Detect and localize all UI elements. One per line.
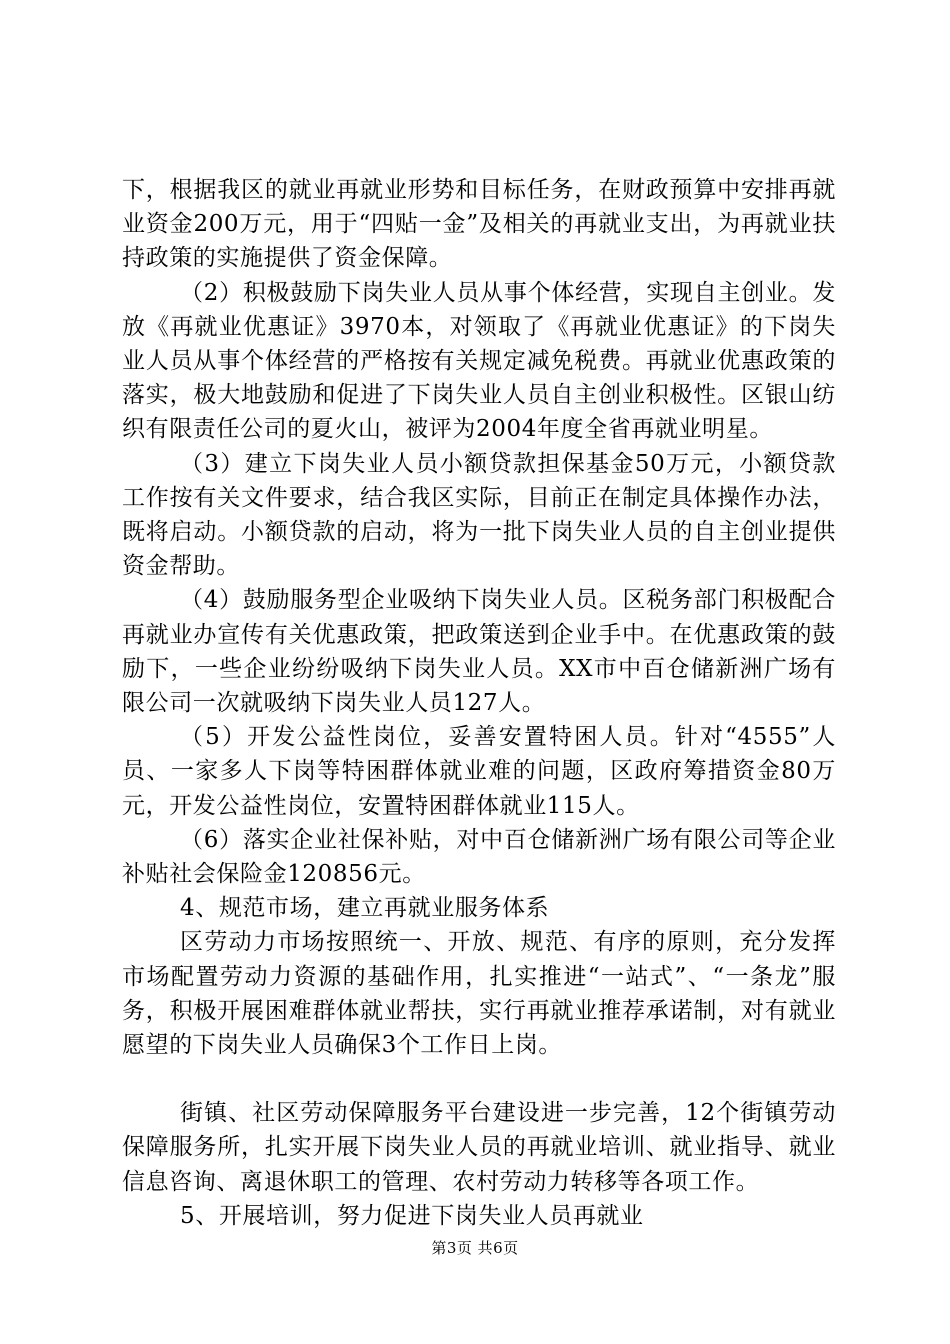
section-heading-market-regulation: 4、规范市场，建立再就业服务体系	[180, 895, 550, 922]
paragraph-service-enterprises: （4）鼓励服务型企业吸纳下岗失业人员。区税务部门积极配合再就业办宣传有关优惠政策，把政策送到企业手中。在优惠政策的鼓励下，一些企业纷纷吸纳下岗失业人员。XX市中百仓储新洲广场有限公司一次就吸纳下岗失业人员127人。	[122, 587, 836, 717]
document-body	[122, 173, 836, 1233]
page-number-footer: 第3页 共6页	[431, 1239, 519, 1257]
paragraph-microloan-fund: （3）建立下岗失业人员小额贷款担保基金50万元，小额贷款工作按有关文件要求，结合我区实际，目前正在制定具体操作办法，既将启动。小额贷款的启动，将为一批下岗失业人员的自主创业提供资金帮助。	[122, 450, 836, 580]
paragraph-fund-continuation: 下，根据我区的就业再就业形势和目标任务，在财政预算中安排再就业资金200万元，用于“四贴一金”及相关的再就业支出，为再就业扶持政策的实施提供了资金保障。	[122, 177, 836, 272]
section-heading-training: 5、开展培训，努力促进下岗失业人员再就业	[180, 1202, 644, 1229]
paragraph-self-employment: （2）积极鼓励下岗失业人员从事个体经营，实现自主创业。发放《再就业优惠证》3970本，对领取了《再就业优惠证》的下岗失业人员从事个体经营的严格按有关规定减免税费。再就业优惠政策的落实，极大地鼓励和促进了下岗失业人员自主创业积极性。区银山纺织有限责任公司的夏火山，被评为2004年度全省再就业明星。	[122, 279, 836, 443]
paragraph-spacer	[122, 1062, 836, 1096]
paragraph-public-welfare-posts: （5）开发公益性岗位，妥善安置特困人员。针对“4555”人员、一家多人下岗等特困群体就业难的问题，区政府筹措资金80万元，开发公益性岗位，安置特困群体就业115人。	[122, 724, 836, 819]
paragraph-labor-market: 区劳动力市场按照统一、开放、规范、有序的原则，充分发挥市场配置劳动力资源的基础作用，扎实推进“一站式”、“一条龙”服务，积极开展困难群体就业帮扶，实行再就业推荐承诺制，对有就业愿望的下岗失业人员确保3个工作日上岗。	[122, 929, 836, 1059]
paragraph-social-security-subsidy: （6）落实企业社保补贴，对中百仓储新洲广场有限公司等企业补贴社会保险金120856元。	[122, 826, 836, 888]
paragraph-community-platform: 街镇、社区劳动保障服务平台建设进一步完善，12个街镇劳动保障服务所，扎实开展下岗失业人员的再就业培训、就业指导、就业信息咨询、离退休职工的管理、农村劳动力转移等各项工作。	[122, 1100, 836, 1195]
